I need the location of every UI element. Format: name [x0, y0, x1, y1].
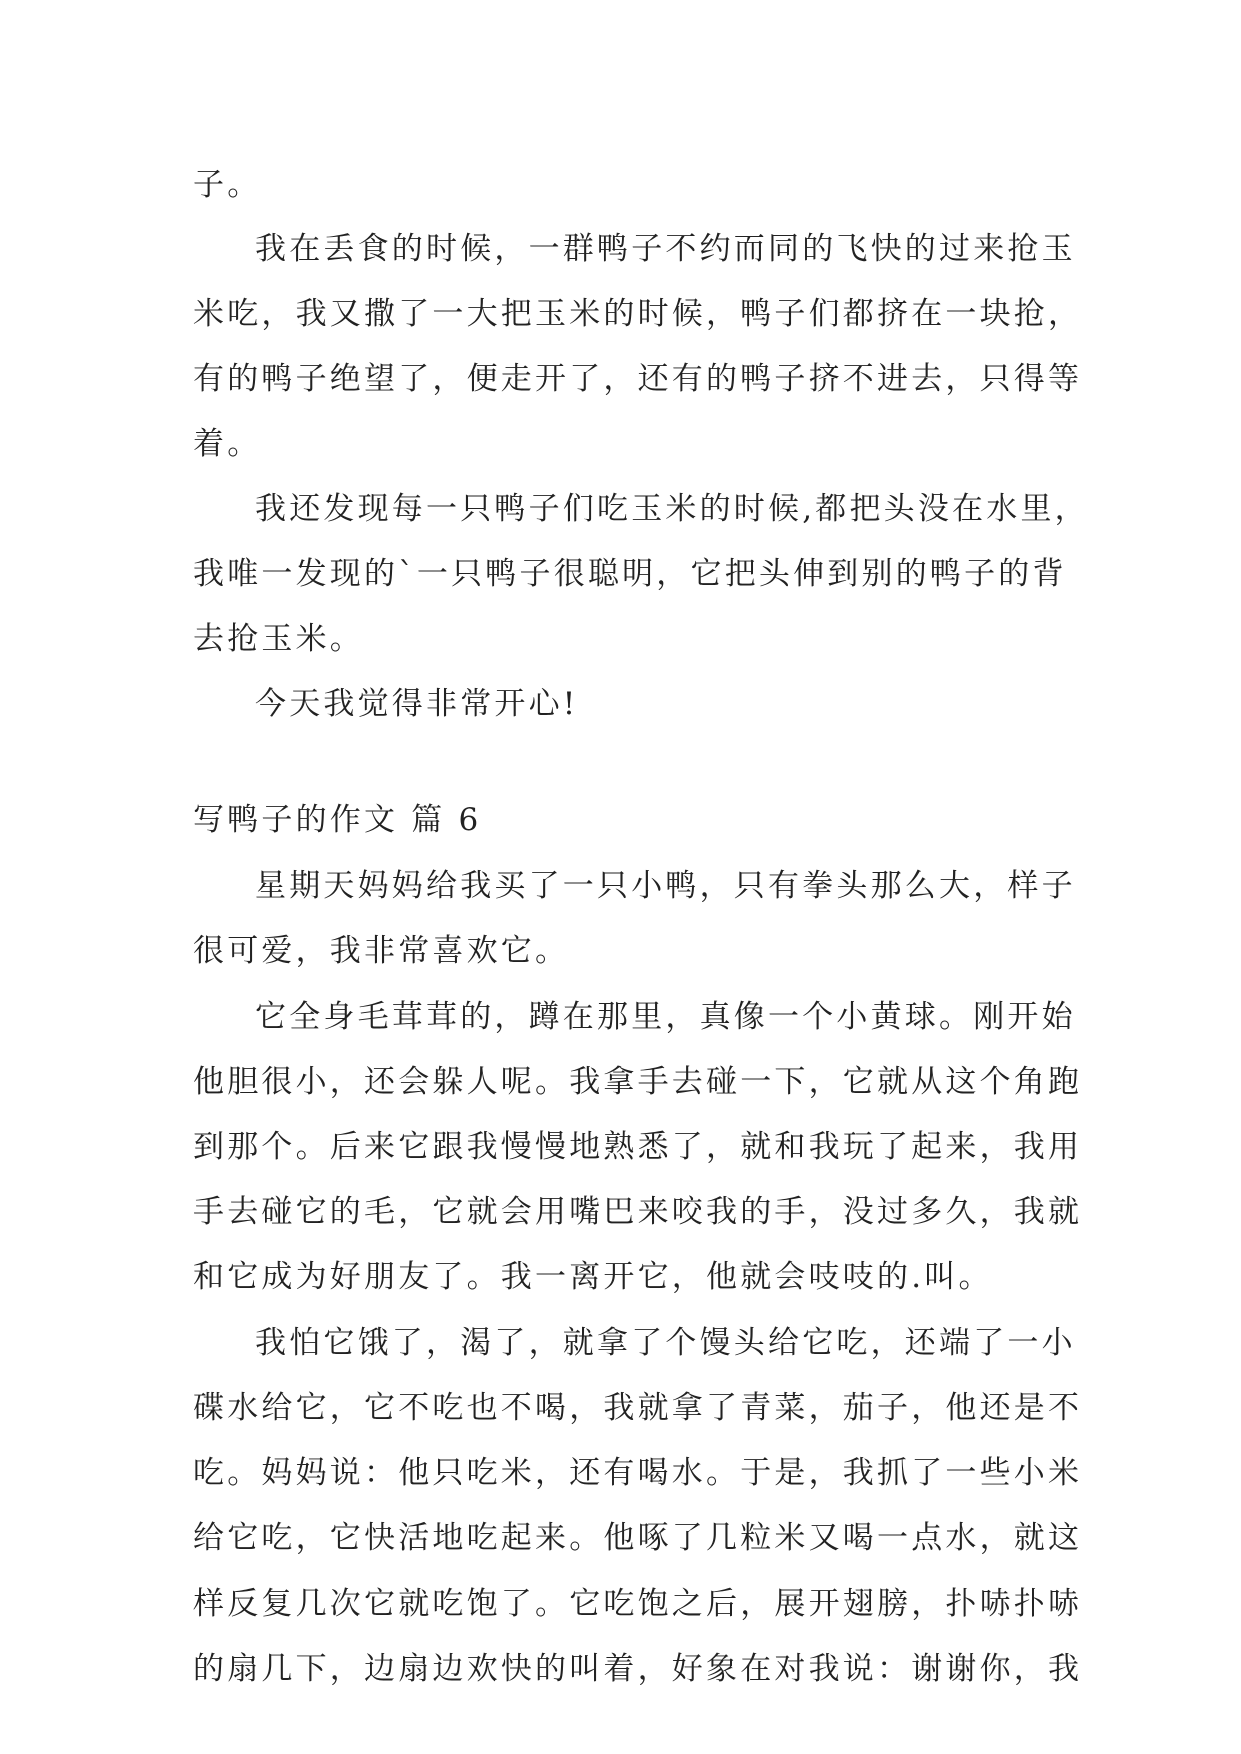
text-line: 很可爱，我非常喜欢它。	[193, 933, 570, 969]
text-line: 到那个。后来它跟我慢慢地熟悉了，就和我玩了起来，我用	[193, 1129, 1083, 1165]
text-line: 子。	[193, 167, 262, 203]
paragraph-first-line: 我还发现每一只鸭子们吃玉米的时候,都把头没在水里，	[255, 491, 1089, 527]
text-line: 碟水给它，它不吃也不喝，我就拿了青菜，茄子，他还是不	[193, 1390, 1083, 1426]
paragraph-first-line: 今天我觉得非常开心!	[255, 686, 579, 722]
text-line: 去抢玉米。	[193, 621, 364, 657]
paragraph-first-line: 我怕它饿了，渴了，就拿了个馒头给它吃，还端了一小	[255, 1325, 1076, 1361]
paragraph-first-line: 星期天妈妈给我买了一只小鸭，只有拳头那么大，样子	[255, 868, 1076, 904]
text-line: 手去碰它的毛，它就会用嘴巴来咬我的手，没过多久，我就	[193, 1194, 1083, 1230]
text-line: 米吃，我又撒了一大把玉米的时候，鸭子们都挤在一块抢，	[193, 296, 1083, 332]
text-line: 给它吃，它快活地吃起来。他啄了几粒米又喝一点水，就这	[193, 1520, 1083, 1556]
text-line: 样反复几次它就吃饱了。它吃饱之后，展开翅膀，扑哧扑哧	[193, 1586, 1083, 1622]
paragraph-first-line: 我在丢食的时候，一群鸭子不约而同的飞快的过来抢玉	[255, 231, 1076, 267]
text-line: 有的鸭子绝望了，便走开了，还有的鸭子挤不进去，只得等	[193, 361, 1083, 397]
text-line: 和它成为好朋友了。我一离开它，他就会吱吱的.叫。	[193, 1259, 993, 1295]
text-line: 吃。妈妈说：他只吃米，还有喝水。于是，我抓了一些小米	[193, 1455, 1083, 1491]
text-line: 的扇几下，边扇边欢快的叫着，好象在对我说：谢谢你，我	[193, 1651, 1083, 1687]
section-heading: 写鸭子的作文 篇 6	[193, 802, 482, 838]
text-line: 我唯一发现的`一只鸭子很聪明，它把头伸到别的鸭子的背	[193, 556, 1067, 592]
text-line: 着。	[193, 426, 262, 462]
text-line: 他胆很小，还会躲人呢。我拿手去碰一下，它就从这个角跑	[193, 1064, 1083, 1100]
paragraph-first-line: 它全身毛茸茸的，蹲在那里，真像一个小黄球。刚开始	[255, 999, 1076, 1035]
